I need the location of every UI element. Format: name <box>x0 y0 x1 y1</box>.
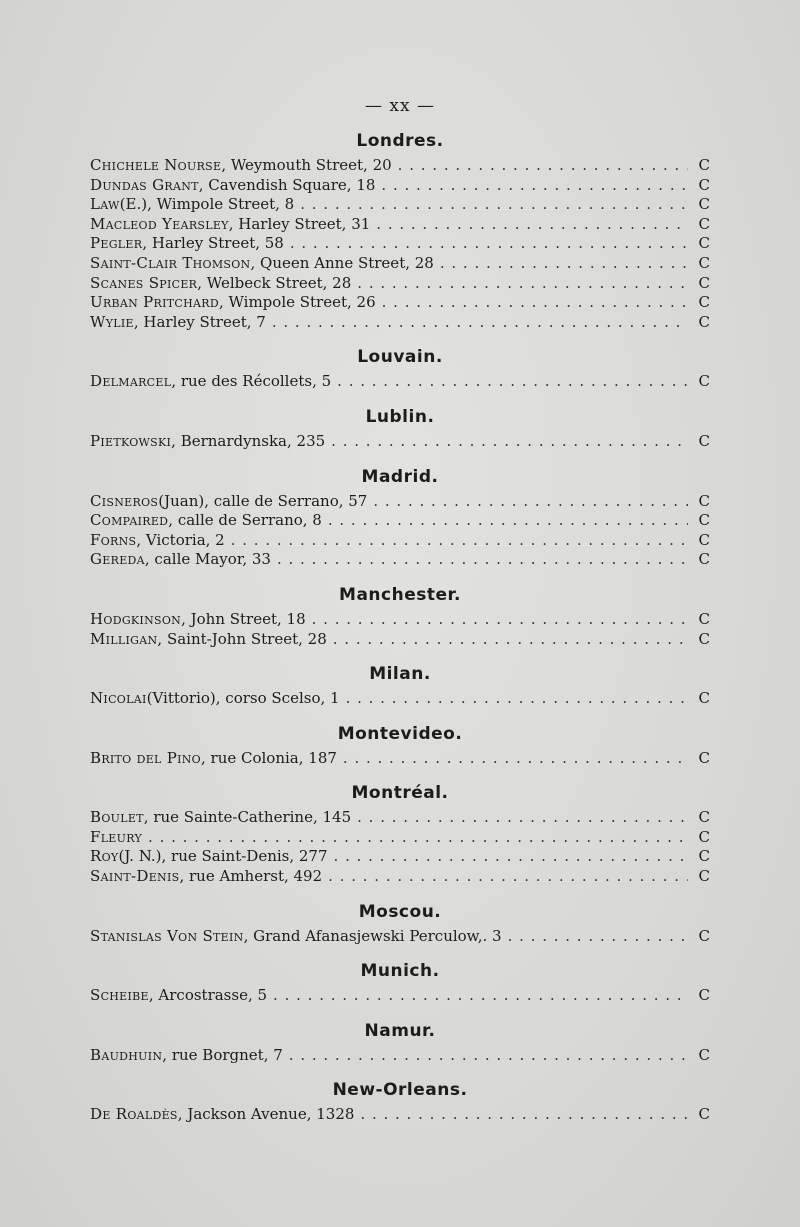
entry-name: Chichele Nourse <box>90 156 222 174</box>
entry-mark: C <box>698 214 710 233</box>
entry-address: , Harley Street, 58 <box>142 234 284 253</box>
entry-mark: C <box>698 827 710 846</box>
entry-address: , Wimpole Street, 26 <box>218 293 376 312</box>
directory-entry <box>90 195 710 215</box>
entry-address: , Weymouth Street, 20 <box>221 156 392 174</box>
dot-leader <box>346 689 688 709</box>
directory-entry <box>90 274 710 294</box>
dot-leader <box>148 828 688 848</box>
city-section <box>90 659 710 709</box>
directory-entry <box>90 749 710 769</box>
city-section <box>90 402 710 452</box>
dot-leader <box>398 156 688 176</box>
dot-leader <box>328 511 688 531</box>
entry-address: , Jackson Avenue, 1328 <box>177 1105 355 1124</box>
entry-name: Wylie <box>90 312 134 331</box>
city-heading: Moscou. <box>358 901 442 922</box>
directory-entry <box>90 293 710 313</box>
entry-name: Fleury <box>90 827 143 846</box>
dot-leader <box>357 274 688 294</box>
city-section <box>90 897 710 947</box>
entry-name: Law <box>90 195 120 214</box>
city-heading: Milan. <box>369 664 431 685</box>
entry-address: , Harley Street, 31 <box>228 214 371 233</box>
entry-mark: C <box>698 748 710 767</box>
directory-entry <box>90 828 710 848</box>
entry-mark: C <box>698 629 710 648</box>
dot-leader <box>277 550 688 570</box>
city-section <box>90 719 710 769</box>
dot-leader <box>376 215 688 235</box>
entry-mark: C <box>698 1045 710 1064</box>
entry-name: Scheibe <box>90 986 149 1005</box>
entry-address: (J. N.), rue Saint-Denis, 277 <box>118 847 328 866</box>
entry-name: Gereda <box>90 550 145 569</box>
entry-mark: C <box>698 609 710 628</box>
dot-leader <box>508 927 688 947</box>
entry-address: , rue Colonia, 187 <box>200 748 337 767</box>
directory-entry <box>90 313 710 333</box>
city-heading: Londres. <box>356 131 444 151</box>
entry-mark: C <box>698 491 710 510</box>
city-section <box>90 580 710 649</box>
dot-leader <box>273 986 688 1006</box>
city-section <box>90 126 710 332</box>
entry-mark: C <box>698 847 710 866</box>
entry-address: , Victoria, 2 <box>136 530 225 549</box>
entry-name: Saint-Denis <box>90 867 180 886</box>
directory-entry <box>90 176 710 196</box>
entry-address: , rue Amherst, 492 <box>179 867 323 886</box>
directory-entry <box>90 867 710 887</box>
entry-mark: C <box>698 431 710 450</box>
city-heading: Manchester. <box>339 584 461 605</box>
entry-name: Urban Pritchard <box>90 293 219 312</box>
entry-mark: C <box>698 986 710 1005</box>
dot-leader <box>357 808 688 828</box>
directory-entry <box>90 927 710 947</box>
city-section <box>90 342 710 392</box>
directory-entry <box>90 847 710 867</box>
city-section <box>90 462 710 570</box>
entry-address: , calle de Serrano, 8 <box>168 511 322 530</box>
entry-address: , John Street, 18 <box>181 609 306 628</box>
directory-entry <box>90 156 710 176</box>
dot-leader <box>312 610 688 630</box>
city-heading: Montréal. <box>351 783 449 804</box>
entry-mark: C <box>698 689 710 708</box>
entry-address: , rue des Récollets, 5 <box>171 372 332 391</box>
entry-mark: C <box>698 530 710 549</box>
page-number: — xx — <box>365 96 435 116</box>
entry-address: , rue Borgnet, 7 <box>162 1045 283 1064</box>
directory-entry <box>90 808 710 828</box>
entry-mark: C <box>698 293 710 312</box>
entry-address: (E.), Wimpole Street, 8 <box>119 195 295 214</box>
dot-leader <box>382 293 688 313</box>
dot-leader <box>272 313 688 333</box>
city-heading: Lublin. <box>365 406 435 427</box>
entry-name: Compaired <box>90 511 169 530</box>
directory-entry <box>90 215 710 235</box>
dot-leader <box>231 531 688 551</box>
entry-name: Forns <box>90 530 137 549</box>
entry-address: , Saint-John Street, 28 <box>157 629 327 648</box>
entry-address: (Juan), calle de Serrano, 57 <box>158 491 368 510</box>
directory-entry <box>90 986 710 1006</box>
directory-entry <box>90 1046 710 1066</box>
entry-name: Nicolai <box>90 689 147 708</box>
entry-mark: C <box>698 808 710 827</box>
directory-entry <box>90 234 710 254</box>
entry-name: Cisneros <box>90 491 159 510</box>
dot-leader <box>337 372 688 392</box>
dot-leader <box>331 432 688 452</box>
dot-leader <box>440 254 688 274</box>
entry-address: , Arcostrasse, 5 <box>148 986 268 1005</box>
dot-leader <box>289 1046 688 1066</box>
entry-address: , Grand Afanasjewski Perculow,. 3 <box>243 926 502 945</box>
entry-mark: C <box>698 511 710 530</box>
directory-entry <box>90 610 710 630</box>
entry-name: Pietkowski <box>90 431 172 450</box>
entry-mark: C <box>698 175 710 194</box>
city-heading: Namur. <box>364 1020 436 1041</box>
entry-address: , Harley Street, 7 <box>133 312 266 331</box>
dot-leader <box>381 176 688 196</box>
dot-leader <box>300 195 688 215</box>
entry-address: , Cavendish Square, 18 <box>198 175 376 194</box>
entry-mark: C <box>698 156 710 174</box>
entry-mark: C <box>698 926 710 945</box>
directory-entry <box>90 531 710 551</box>
directory-entry <box>90 492 710 512</box>
directory-entry <box>90 372 710 392</box>
entry-address: (Vittorio), corso Scelso, 1 <box>146 689 340 708</box>
entry-name: Stanislas Von Stein <box>90 926 244 945</box>
entry-name: Pegler <box>90 234 143 253</box>
entry-mark: C <box>698 234 710 253</box>
dot-leader <box>328 867 688 887</box>
entry-name: Scanes Spicer <box>90 273 198 292</box>
dot-leader <box>343 749 688 769</box>
dot-leader <box>333 630 688 650</box>
entry-address: , rue Sainte-Catherine, 145 <box>143 808 352 827</box>
entry-name: Saint-Clair Thomson <box>90 253 251 272</box>
city-heading: Louvain. <box>357 347 443 368</box>
entry-name: Roy <box>90 847 119 866</box>
entry-mark: C <box>698 195 710 214</box>
entry-name: De Roaldès <box>90 1105 178 1124</box>
city-heading: New-Orleans. <box>332 1080 468 1101</box>
directory-entry <box>90 432 710 452</box>
entry-name: Brito del Pino <box>90 748 201 767</box>
directory-entry <box>90 550 710 570</box>
directory-entry <box>90 630 710 650</box>
dot-leader <box>360 1105 688 1125</box>
entry-mark: C <box>698 1105 710 1124</box>
entry-mark: C <box>698 867 710 886</box>
entry-mark: C <box>698 550 710 569</box>
entry-mark: C <box>698 253 710 272</box>
city-section <box>90 778 710 886</box>
dot-leader <box>334 847 688 867</box>
city-section <box>90 1075 710 1125</box>
directory-entry <box>90 1105 710 1125</box>
entry-name: Milligan <box>90 629 158 648</box>
directory-entry <box>90 254 710 274</box>
entry-mark: C <box>698 312 710 331</box>
city-section <box>90 956 710 1006</box>
dot-leader <box>290 234 688 254</box>
directory-entry <box>90 511 710 531</box>
entry-name: Baudhuin <box>90 1045 163 1064</box>
entry-address: , Queen Anne Street, 28 <box>250 253 434 272</box>
entry-mark: C <box>698 372 710 391</box>
city-heading: Munich. <box>360 961 440 982</box>
city-heading: Montevideo. <box>337 723 463 744</box>
city-heading: Madrid. <box>361 466 439 487</box>
entry-name: Macleod Yearsley <box>90 214 229 233</box>
entry-address: , Welbeck Street, 28 <box>197 273 352 292</box>
entry-name: Boulet <box>90 808 144 827</box>
entry-name: Hodgkinson <box>90 609 182 628</box>
entry-name: Dundas Grant <box>90 175 199 194</box>
directory-entry <box>90 689 710 709</box>
entry-address: , calle Mayor, 33 <box>144 550 271 569</box>
dot-leader <box>373 492 688 512</box>
directory-list <box>90 126 710 1135</box>
entry-name: Delmarcel <box>90 372 172 391</box>
entry-address: , Bernardynska, 235 <box>171 431 326 450</box>
entry-mark: C <box>698 273 710 292</box>
city-section <box>90 1016 710 1066</box>
